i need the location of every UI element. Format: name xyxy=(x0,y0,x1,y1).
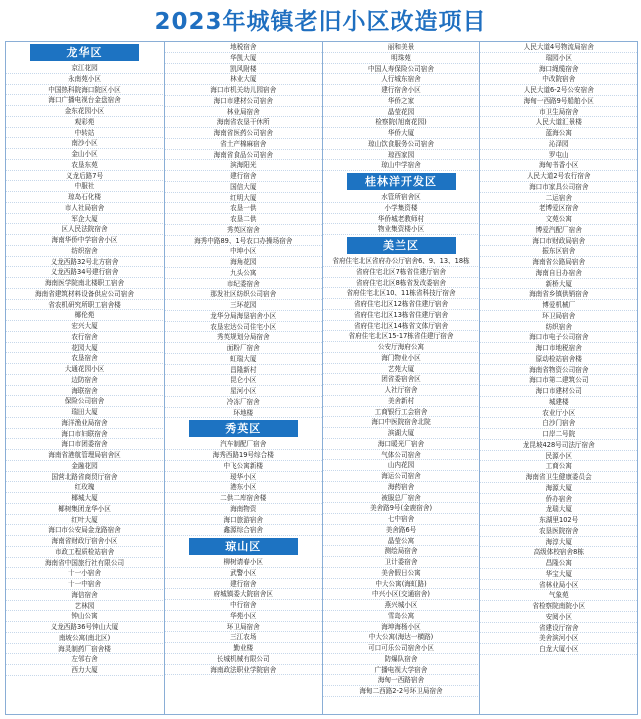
project-item: 柳树请春小区 xyxy=(165,557,322,568)
project-item: 纺织宿舍 xyxy=(6,246,163,257)
district-header: 龙华区 xyxy=(30,44,139,61)
project-item: 海洋渔业局宿舍 xyxy=(6,418,163,429)
project-item: 振东区宿舍 xyxy=(480,246,637,257)
project-item: 龙昆坡428号司法厅宿舍 xyxy=(480,440,637,451)
project-item: 农垦医院宿舍 xyxy=(480,526,637,537)
project-item: 海南省港航管理局宿舍区 xyxy=(6,450,163,461)
column-4 xyxy=(479,42,637,714)
project-item: 国营北路省商贸厅宿舍 xyxy=(6,472,163,483)
project-item: 省府住宅北区12栋省住建厅宿舍 xyxy=(323,299,480,310)
project-item: 海口广播电视台金盘宿舍 xyxy=(6,95,163,106)
project-item: 博爱汽配厂宿舍 xyxy=(480,225,637,236)
project-item: 海口旅游宿舍 xyxy=(165,515,322,526)
project-item: 中国热科院海口院区小区 xyxy=(6,85,163,96)
project-item: 老博爱区宿舍 xyxy=(480,203,637,214)
project-item: 省府住宅北区14栋省文体厅宿舍 xyxy=(323,321,480,332)
project-item: 琼岛石化楼 xyxy=(6,192,163,203)
project-item: 纺织宿舍 xyxy=(480,322,637,333)
project-item: 红玫瑰 xyxy=(6,482,163,493)
project-item: 左邻右舍 xyxy=(6,654,163,665)
project-item: 华凯大厦 xyxy=(165,53,322,64)
column-1 xyxy=(6,42,163,714)
project-item: 卫计委宿舍 xyxy=(323,557,480,568)
project-item: 市卫生局宿舍 xyxy=(480,107,637,118)
project-item: 环卫局宿舍 xyxy=(165,622,322,633)
project-item: 港东小区 xyxy=(165,482,322,493)
project-item: 海灵制药厂宿舍楼 xyxy=(6,644,163,655)
project-item: 海甸二西路2-2号环卫局宿舍 xyxy=(323,686,480,697)
project-item: 义龙西路34号建行宿舍 xyxy=(6,267,163,278)
project-item: 省府住宅北区省府办公厅宿舍6、9、13、18栋 xyxy=(323,256,480,267)
project-item: 钟山公寓 xyxy=(6,611,163,622)
project-item: 艺苑大厦 xyxy=(323,364,480,375)
project-item: 昌隆新村 xyxy=(165,365,322,376)
project-item: 中大公寓(海虹路) xyxy=(323,579,480,590)
project-item: 军企大厦 xyxy=(6,214,163,225)
project-item: 三环花园 xyxy=(165,300,322,311)
project-item: 博爱机械厂 xyxy=(480,300,637,311)
project-item: 农业厅小区 xyxy=(480,408,637,419)
project-item: 华侨城老教师村 xyxy=(323,214,480,225)
project-item: 保险公司宿舍 xyxy=(6,396,163,407)
project-item: 武警小区 xyxy=(165,568,322,579)
project-item: 中飞公寓新楼 xyxy=(165,461,322,472)
project-item: 团省委宿舍区 xyxy=(323,374,480,385)
project-item: 晶莹公寓 xyxy=(323,536,480,547)
project-item: 椰伦苑 xyxy=(6,310,163,321)
district-header: 美兰区 xyxy=(347,237,456,254)
project-item: 东湖里102号 xyxy=(480,515,637,526)
project-item: 海口市家具公司宿舍 xyxy=(480,182,637,193)
project-item: 府城镇委大院宿舍区 xyxy=(165,589,322,600)
project-item: 侨办宿舍 xyxy=(480,494,637,505)
project-item: 海南政法职业学院宿舍 xyxy=(165,665,322,676)
project-item: 金山小区 xyxy=(6,149,163,160)
project-item: 海口绳缆宿舍 xyxy=(480,64,637,75)
project-item: 燕兴城小区 xyxy=(323,600,480,611)
project-item: 长城机械有限公司 xyxy=(165,654,322,665)
project-item: 明珠苑 xyxy=(323,53,480,64)
project-item: 艺林园 xyxy=(6,601,163,612)
project-item: 民源小区 xyxy=(480,451,637,462)
project-item: 鑫源综合宿舍 xyxy=(165,525,322,536)
project-item: 公安厅海府公寓 xyxy=(323,342,480,353)
project-item: 建行宿舍 xyxy=(165,171,322,182)
project-item: 省林业局小区 xyxy=(480,580,637,591)
project-item: 海源大厦 xyxy=(480,483,637,494)
project-item: 琼西家园 xyxy=(323,150,480,161)
project-item: 海口市团委宿舍 xyxy=(6,439,163,450)
project-item: 海南省建筑材料设备供应公司宿舍 xyxy=(6,289,163,300)
project-item: 人社厅宿舍 xyxy=(323,385,480,396)
project-item: 省建设厅宿舍 xyxy=(480,623,637,634)
project-item: 椰树集团龙华小区 xyxy=(6,504,163,515)
project-item: 大通花园小区 xyxy=(6,364,163,375)
project-table xyxy=(5,41,638,715)
project-item: 义龙西路36号钟山大厦 xyxy=(6,622,163,633)
project-item: 省府住宅北区13栋省住建厅宿舍 xyxy=(323,310,480,321)
project-item: 林业大厦 xyxy=(165,74,322,85)
project-item: 海南自日办宿舍 xyxy=(480,268,637,279)
project-item: 农垦二供 xyxy=(165,214,322,225)
project-item: 海南华侨中学宿舍小区 xyxy=(6,235,163,246)
project-item: 红明大厦 xyxy=(165,193,322,204)
project-item: 瑷华小区 xyxy=(165,472,322,483)
project-item: 中行宿舍 xyxy=(165,600,322,611)
project-item: 海南省卫生健康委员会 xyxy=(480,472,637,483)
project-item: 省农机研究所职工宿舍楼 xyxy=(6,300,163,311)
project-item: 海南医学院南北楼职工宿舍 xyxy=(6,278,163,289)
project-item: 农垦一供 xyxy=(165,203,322,214)
column-3 xyxy=(322,42,480,714)
project-item: 农垦宏达公司住宅小区 xyxy=(165,322,322,333)
project-item: 人民大道2号农行宿舍 xyxy=(480,171,637,182)
project-item: 冷冻厂宿舍 xyxy=(165,397,322,408)
district-header: 琼山区 xyxy=(189,538,298,555)
project-item: 海口市第二建筑公司 xyxy=(480,375,637,386)
project-item: 京江花园 xyxy=(6,63,163,74)
project-item: 星河小区 xyxy=(165,386,322,397)
project-item: 建行宿舍小区 xyxy=(323,85,480,96)
project-item: 南坡公寓(南北区) xyxy=(6,633,163,644)
project-item: 花园大厦 xyxy=(6,343,163,354)
project-item: 检察院(旭南花园) xyxy=(323,117,480,128)
project-item: 工商银行工会宿舍 xyxy=(323,407,480,418)
project-item: 高级体校宿舍8栋 xyxy=(480,547,637,558)
project-item: 三江农场 xyxy=(165,632,322,643)
project-item: 龙瑞大厦 xyxy=(480,504,637,515)
project-item: 市人社局宿舍 xyxy=(6,203,163,214)
project-item: 海角花园 xyxy=(165,257,322,268)
project-item: 中坤小区 xyxy=(165,246,322,257)
page-title: 2023年城镇老旧小区改造项目 xyxy=(154,9,487,35)
project-item: 虹瑞大厦 xyxy=(165,354,322,365)
project-item: 市政工程质检站宿舍 xyxy=(6,547,163,558)
project-item: 省府住宅北区7栋省住建厅宿舍 xyxy=(323,267,480,278)
project-item: 林业局宿舍 xyxy=(165,107,322,118)
project-item: 海南物资 xyxy=(165,504,322,515)
project-item: 中兴小区(交通宿舍) xyxy=(323,589,480,600)
project-item: 海南省医药公司宿舍 xyxy=(165,128,322,139)
project-item: 建行宿舍 xyxy=(165,579,322,590)
project-item: 海运公司宿舍 xyxy=(323,471,480,482)
project-item: 海口市地税宿舍 xyxy=(480,343,637,354)
project-item: 海甸书香小区 xyxy=(480,160,637,171)
project-item: 气体公司宿舍 xyxy=(323,450,480,461)
project-item: 口岸二号院 xyxy=(480,429,637,440)
project-item: 华苑小区 xyxy=(165,611,322,622)
project-item: 二供二库宿舍楼 xyxy=(165,493,322,504)
project-item: 人民大道汇景楼 xyxy=(480,117,637,128)
project-item: 义龙西路32号北方宿舍 xyxy=(6,257,163,268)
project-item: 海甸一西路宿舍 xyxy=(323,675,480,686)
project-item: 新桥大厦 xyxy=(480,279,637,290)
district-header: 秀英区 xyxy=(189,420,298,437)
project-item: 椰城大厦 xyxy=(6,493,163,504)
project-item: 地税宿舍 xyxy=(165,42,322,53)
project-item: 省府住宅北区15-17栋省住建厅宿舍 xyxy=(323,331,480,342)
project-item: 昆仑小区 xyxy=(165,375,322,386)
project-item: 滨湖大厦 xyxy=(323,428,480,439)
project-item: 人民大道4号物流局宿舍 xyxy=(480,42,637,53)
project-item: 中改院宿舍 xyxy=(480,74,637,85)
project-item: 海口市建材公司宿舍 xyxy=(165,96,322,107)
project-item: 物业集资楼小区 xyxy=(323,224,480,235)
project-item: 瑞园小区 xyxy=(480,53,637,64)
project-item: 雪岛公寓 xyxy=(323,611,480,622)
project-item: 海秀中路89、1号农口办操场宿舍 xyxy=(165,236,322,247)
project-item: 中国人寿保险公司宿舍 xyxy=(323,64,480,75)
project-item: 海南省中国旅行社有限公司 xyxy=(6,558,163,569)
project-item: 海门物业小区 xyxy=(323,353,480,364)
project-item: 水管所宿舍区 xyxy=(323,192,480,203)
column-2 xyxy=(164,42,322,714)
project-item: 丽和美景 xyxy=(323,42,480,53)
project-item: 罗屯山 xyxy=(480,150,637,161)
project-item: 海南省财政厅宿舍小区 xyxy=(6,536,163,547)
project-item: 白龙大厦小区 xyxy=(480,644,637,655)
project-item: 原动检站宿舍楼 xyxy=(480,354,637,365)
project-item: 九头公寓 xyxy=(165,268,322,279)
project-item: 海口市公安局金龙路宿舍 xyxy=(6,525,163,536)
project-item: 农行宿舍 xyxy=(6,332,163,343)
project-item: 秀英规划分局宿舍 xyxy=(165,332,322,343)
project-item: 金融花园 xyxy=(6,461,163,472)
project-item: 国信大厦 xyxy=(165,182,322,193)
project-item: 人行城东宿舍 xyxy=(323,74,480,85)
project-item: 中大公寓(海达一横路) xyxy=(323,632,480,643)
project-item: 人民大道6-2号公安宿舍 xyxy=(480,85,637,96)
project-item: 海秀西路19号综合楼 xyxy=(165,450,322,461)
project-item: 金东花园小区 xyxy=(6,106,163,117)
project-item: 海甸一西路9号船舶小区 xyxy=(480,96,637,107)
project-item: 海口中医院宿舍北院 xyxy=(323,417,480,428)
project-item: 海口暖光厂宿舍 xyxy=(323,439,480,450)
project-item: 华侨之家 xyxy=(323,96,480,107)
project-item: 十一小宿舍 xyxy=(6,568,163,579)
project-item: 永南苑小区 xyxy=(6,74,163,85)
project-item: 安阅小区 xyxy=(480,612,637,623)
project-item: 环卫局宿舍 xyxy=(480,311,637,322)
project-item: 海南省物资公司宿舍 xyxy=(480,365,637,376)
project-item: 凯风附楼 xyxy=(165,64,322,75)
project-item: 海口市机关幼儿园宿舍 xyxy=(165,85,322,96)
project-item: 沁泽园 xyxy=(480,139,637,150)
project-item: 蓝海公寓 xyxy=(480,128,637,139)
project-item: 农垦宿舍 xyxy=(6,353,163,364)
project-item: 小学集资楼 xyxy=(323,203,480,214)
project-item: 龙华分局海垦宿舍小区 xyxy=(165,311,322,322)
project-item: 被服总厂宿舍 xyxy=(323,493,480,504)
project-item: 海淳大厦 xyxy=(480,537,637,548)
project-item: 海坤海杨小区 xyxy=(323,622,480,633)
project-item: 省土产棉麻宿舍 xyxy=(165,139,322,150)
project-item: 西力大厦 xyxy=(6,665,163,676)
project-item: 美舍路9号(金鹿宿舍) xyxy=(323,503,480,514)
project-item: 宏兴大厦 xyxy=(6,321,163,332)
project-item: 中转站 xyxy=(6,128,163,139)
project-item: 海联宿舍 xyxy=(6,386,163,397)
project-item: 美舍滨河小区 xyxy=(480,633,637,644)
project-item: 滨海阳光 xyxy=(165,160,322,171)
project-item: 气象苑 xyxy=(480,590,637,601)
project-item: 那发社区纺织公司宿舍 xyxy=(165,289,322,300)
project-item: 文苑公寓 xyxy=(480,214,637,225)
project-item: 十一中宿舍 xyxy=(6,579,163,590)
project-item: 城建楼 xyxy=(480,397,637,408)
project-item: 环地楼 xyxy=(165,408,322,419)
project-item: 市纪委宿舍 xyxy=(165,279,322,290)
project-item: 琼山饮食服务公司宿舍 xyxy=(323,139,480,150)
project-item: 海口市建材公司 xyxy=(480,386,637,397)
project-item: 区人民法院宿舍 xyxy=(6,224,163,235)
project-item: 二运宿舍 xyxy=(480,193,637,204)
project-item: 广播电视大学宿舍 xyxy=(323,665,480,676)
project-item: 海南省公路局宿舍 xyxy=(480,257,637,268)
project-item: 海南省农垦干休所 xyxy=(165,117,322,128)
project-item: 美舍假日公寓 xyxy=(323,568,480,579)
project-item: 美舍新村 xyxy=(323,396,480,407)
project-item: 海口市妇联宿舍 xyxy=(6,429,163,440)
project-item: 晶莹花园 xyxy=(323,107,480,118)
project-item: 海南省食品公司宿舍 xyxy=(165,150,322,161)
project-item: 瑞田大厦 xyxy=(6,407,163,418)
project-item: 海口市电子公司宿舍 xyxy=(480,332,637,343)
project-item: 山内花园 xyxy=(323,460,480,471)
project-item: 白沙门宿舍 xyxy=(480,418,637,429)
project-item: 秀英区宿舍 xyxy=(165,225,322,236)
project-item: 美舍路6号 xyxy=(323,525,480,536)
project-item: 琼山中学宿舍 xyxy=(323,160,480,171)
project-item: 海南省乡镇供销宿舍 xyxy=(480,289,637,300)
project-item: 观彩苑 xyxy=(6,117,163,128)
project-item: 海口市财政局宿舍 xyxy=(480,236,637,247)
project-item: 汽车制配厂宿舍 xyxy=(165,439,322,450)
project-item: 中服社 xyxy=(6,181,163,192)
project-item: 农垦东苑 xyxy=(6,160,163,171)
project-item: 防爆队宿舍 xyxy=(323,654,480,665)
project-item: 昌隆公寓 xyxy=(480,558,637,569)
project-item: 义龙后路7号 xyxy=(6,171,163,182)
project-item: 可口可乐公司宿舍小区 xyxy=(323,643,480,654)
district-header: 桂林洋开发区 xyxy=(347,173,456,190)
project-item: 面粉厂宿舍 xyxy=(165,343,322,354)
project-item: 省府住宅北区8栋省发改委宿舍 xyxy=(323,278,480,289)
project-item: 七中宿舍 xyxy=(323,514,480,525)
project-item: 边防宿舍 xyxy=(6,375,163,386)
project-item: 华侨大厦 xyxy=(323,128,480,139)
project-item: 红叶大厦 xyxy=(6,515,163,526)
project-item: 测绘局宿舍 xyxy=(323,546,480,557)
project-item: 省检察院南院小区 xyxy=(480,601,637,612)
project-item: 南沙小区 xyxy=(6,138,163,149)
project-item: 省府住宅北区10、11栋省科技厅宿舍 xyxy=(323,288,480,299)
project-item: 海信宿舍 xyxy=(6,590,163,601)
project-item: 勤业楼 xyxy=(165,643,322,654)
project-item: 海药宿舍 xyxy=(323,482,480,493)
project-item: 华宝大厦 xyxy=(480,569,637,580)
project-item: 工商公寓 xyxy=(480,461,637,472)
